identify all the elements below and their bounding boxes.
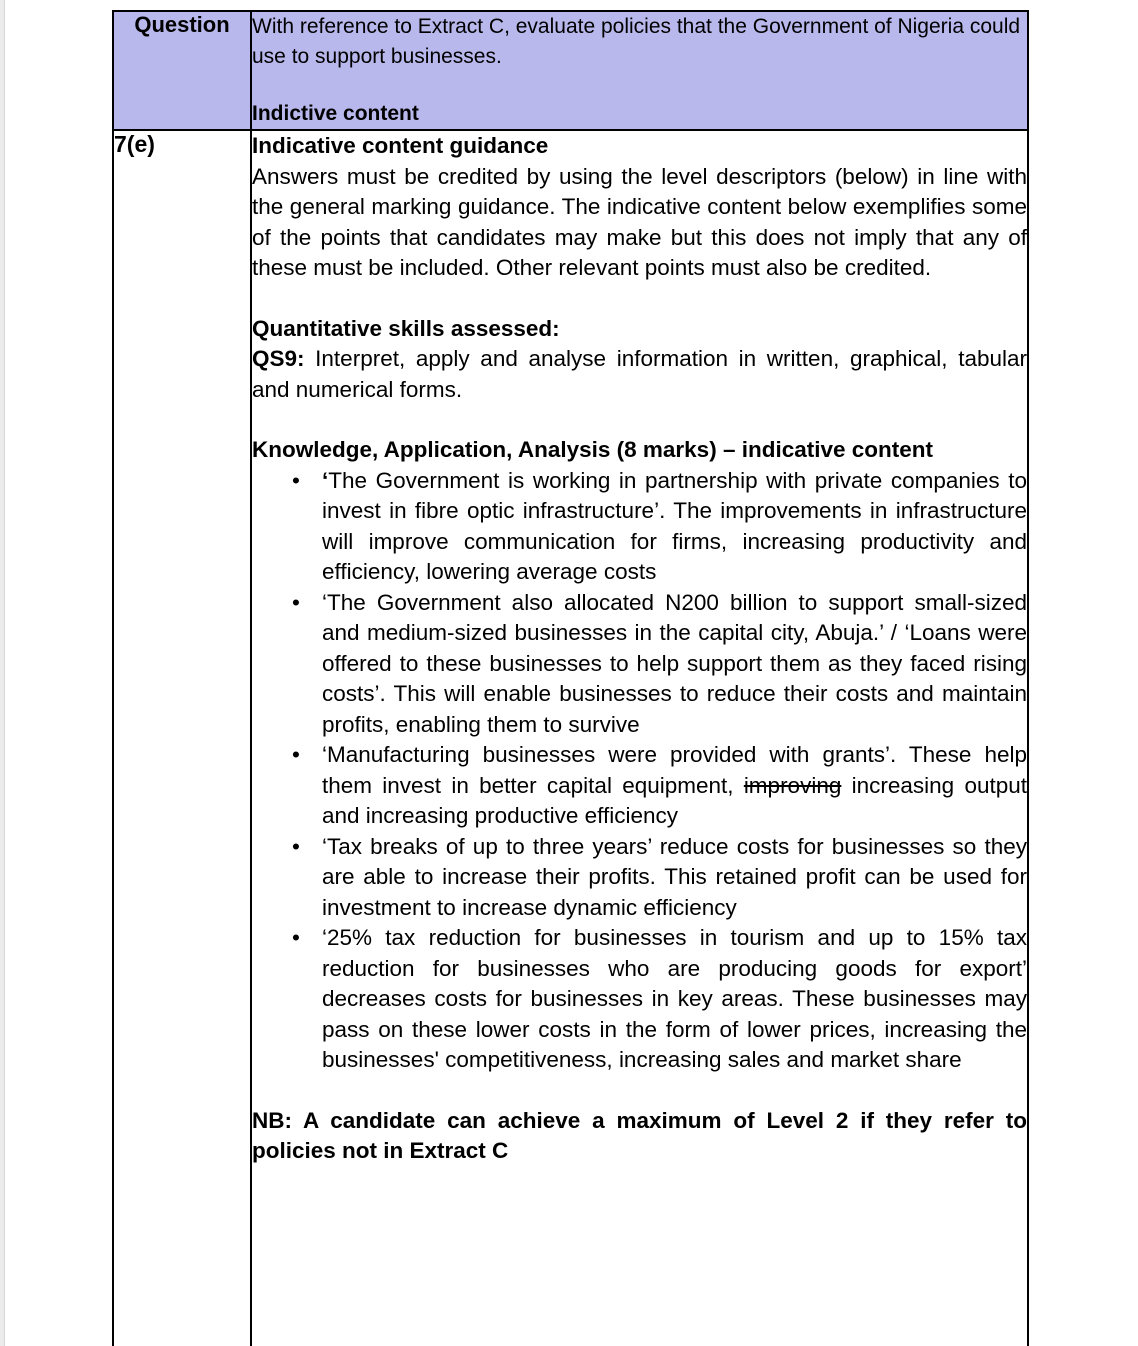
section-heading [252, 131, 1027, 162]
text-segment: The Government is working in partnership with private companies to invest in fibre optic infrastructure’. The improvements in infrastructure will improve communication for firms, increasing productivity and efficiency, lowering average costs [322, 467, 1027, 584]
bullet-icon: • [292, 742, 300, 767]
table-body-row [113, 130, 1028, 1346]
text-segment: ‘25% tax reduction for businesses in tourism and up to 15% tax reduction for businesses who are producing goods for export’ decreases costs for businesses in key areas. These businesses may pass on these lower costs in the form of lower prices, increasing the businesses' competitiveness, increasing sales and market share [322, 925, 1027, 1072]
indicative-content-cell [251, 130, 1028, 1346]
page-edge [0, 0, 5, 1346]
bold-text: NB: A candidate can achieve a maximum of Level 2 if they refer to policies not in Extract C [252, 1107, 1027, 1163]
text-segment: increasing output and increasing productive efficiency [322, 772, 1028, 828]
bold-text: Indicative content guidance [252, 133, 549, 158]
bold-text: Quantitative skills assessed: [252, 315, 560, 341]
paragraph-spacer [252, 284, 1027, 314]
section-heading [252, 314, 1027, 345]
paragraph [252, 344, 1027, 405]
indicative-content-blocks [252, 131, 1027, 1167]
text-segment: ‘Manufacturing businesses were provided with grants’. These help them invest in better capital equipment, [322, 742, 1027, 798]
text-segment: Interpret, apply and analyse information in written, graphical, tabular and numerical forms. [252, 346, 1027, 402]
question-statement-cell [251, 11, 1028, 130]
mark-scheme-table [112, 10, 1029, 1346]
bullet-icon: • [292, 589, 300, 615]
paragraph [252, 162, 1027, 284]
bullet-icon: • [292, 467, 300, 493]
question-header-cell [113, 11, 251, 130]
question-text: With reference to Extract C, evaluate policies that the Government of Nigeria could use to support businesses. [252, 15, 1021, 68]
text-segment: ‘The Government also allocated N200 billion to support small-sized and medium-sized businesses in the capital city, Abuja.’ / ‘Loans were offered to these businesses to help support them as they faced rising costs’. This will enable businesses to reduce their costs and maintain profits, enabling them to survive [322, 589, 1027, 737]
struck-text: improving [743, 772, 842, 798]
paragraph-spacer [252, 405, 1027, 435]
indicative-content-label: Indictive content [252, 102, 419, 125]
paragraph [252, 1106, 1027, 1167]
text-segment: Answers must be credited by using the level descriptors (below) in line with the general marking guidance. The indicative content below exemplifies some of the points that candidates may make but this does not imply that any of these must be included. Other relevant points must also be credited. [252, 163, 1027, 280]
bullet-item [252, 832, 1027, 924]
bullet-icon: • [292, 925, 300, 950]
question-number-cell [113, 130, 251, 1346]
text-segment: ‘Tax breaks of up to three years’ reduce costs for businesses so they are able to increase their profits. This retained profit can be used for investment to increase dynamic efficiency [322, 833, 1027, 920]
bullet-item [252, 923, 1027, 1076]
bullet-item [252, 740, 1027, 832]
bold-text: Knowledge, Application, Analysis (8 marks) – indicative content [252, 437, 933, 462]
bold-text: ‘ [322, 467, 329, 493]
bold-text: QS9: [252, 346, 305, 371]
bullet-item [252, 588, 1027, 741]
bullet-icon: • [292, 833, 300, 859]
question-number: 7(e) [114, 131, 155, 157]
paragraph-spacer [252, 1076, 1027, 1106]
table-header-row [113, 11, 1028, 130]
bullet-list [252, 466, 1027, 1076]
bullet-item [252, 466, 1027, 588]
question-header-label: Question [134, 12, 230, 37]
section-heading [252, 435, 1027, 466]
